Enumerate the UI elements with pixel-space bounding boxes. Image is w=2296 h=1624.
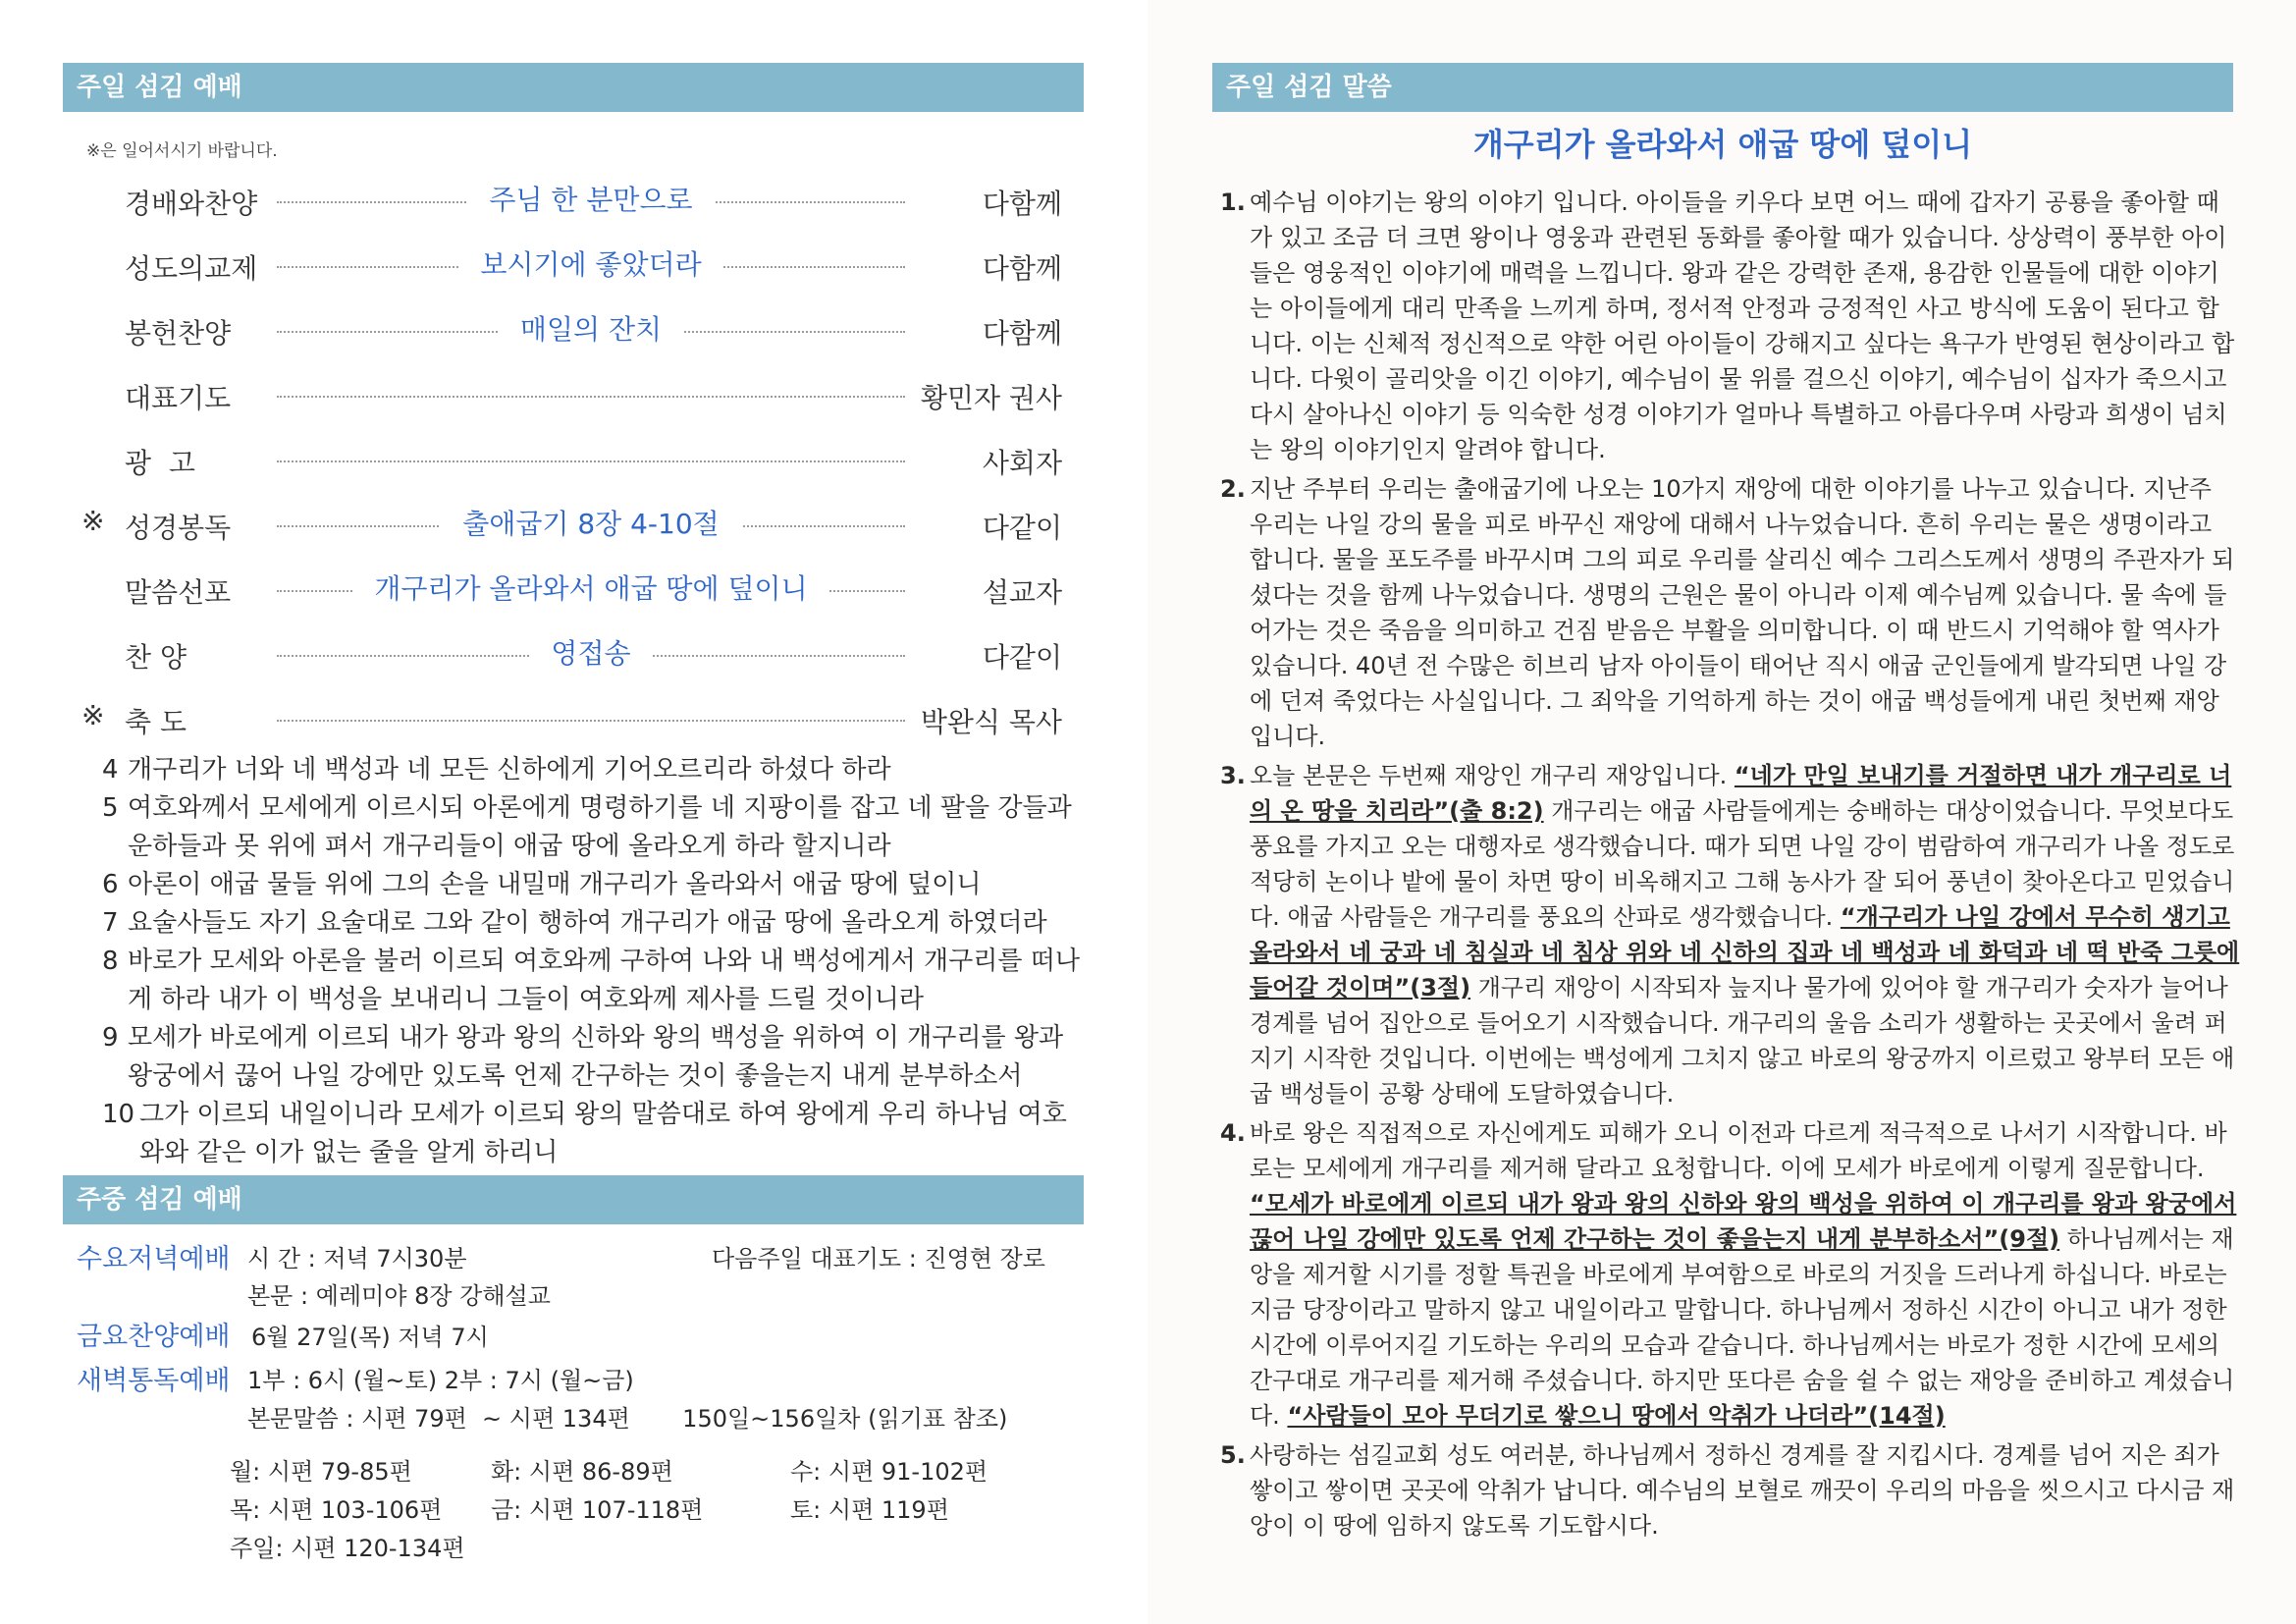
- order-row: [83, 499, 1060, 546]
- order-leader-name: 설교자: [982, 576, 1062, 609]
- paragraph-text: 바로 왕은 직접적으로 자신에게도 피해가 오니 이전과 다르게 적극적으로 나서기 시작합니다. 바로는 모세에게 개구리를 제거해 달라고 요청합니다. 이에 모세가 바로에게 이렇게 질문합니다.: [1250, 1119, 2227, 1182]
- order-label: 봉헌찬양: [125, 317, 232, 350]
- next-prayer-leader: 다음주일 대표기도 : 진영현 장로: [712, 1245, 1045, 1272]
- order-mark: ※: [81, 505, 105, 537]
- scripture-verse: [102, 789, 1084, 866]
- reading-wednesday: 수: 시편 91-102편: [790, 1458, 988, 1486]
- verse-text: 요술사들도 자기 요술대로 그와 같이 행하여 개구리가 애굽 땅에 올라오게 하였더라: [128, 908, 1047, 938]
- verse-number: 8: [102, 947, 119, 976]
- order-title: 출애굽기 8장 4-10절: [441, 508, 740, 540]
- scripture-quote: “사람들이 모아 무더기로 쌓으니 땅에서 악취가 나더라”(14절): [1287, 1402, 1946, 1430]
- dotted-leader: [277, 720, 905, 722]
- verse-number: 4: [102, 755, 119, 785]
- order-label: 축 도: [125, 706, 187, 738]
- reading-tuesday: 화: 시편 86-89편: [491, 1458, 673, 1486]
- verse-text: 개구리가 너와 네 백성과 네 모든 신하에게 기어오르리라 하셨다 하라: [128, 755, 891, 785]
- scripture-verse: [102, 866, 1084, 904]
- dawn-service-text: 본문말씀 : 시편 79편 ~ 시편 134편 150일~156일차 (읽기표 참조): [247, 1405, 1008, 1433]
- order-title: 매일의 잔치: [499, 313, 683, 346]
- sunday-worship-header-text: 주일 섬김 예배: [77, 73, 242, 102]
- order-label: 광 고: [125, 447, 195, 479]
- scripture-quote: “모세가 바로에게 이르되 내가 왕과 왕의 신하와 왕의 백성을 위하여 이 개구리를 왕과 왕궁에서 끊어 나일 강에만 있도록 언제 간구하는 것이 좋을는지 내게 분부하소서”(9절): [1250, 1190, 2237, 1253]
- sermon-paragraph: [1220, 1115, 2241, 1434]
- paragraph-text: 개구리는 애굽 사람들에게는 숭배하는 대상이었습니다. 무엇보다도 풍요를 가지고 오는 대행자로 생각했습니다. 때가 되면 나일 강이 범람하여 개구리가 나올 정도로 적당히 논이나 밭에 물이 차면 땅이 비옥해지고 그해 농사가 잘 되어 풍년이 찾아온다고 믿었습니다. 애굽 사람들은 개구리를 풍요의 산파로 생각했습니다.: [1250, 797, 2235, 931]
- scripture-passage: [102, 751, 1084, 1172]
- order-leader-name: 다함께: [982, 317, 1062, 350]
- sermon-paragraph: [1220, 758, 2241, 1111]
- scripture-verse: [102, 943, 1084, 1019]
- verse-number: 10: [102, 1100, 135, 1129]
- reading-sunday: 주일: 시편 120-134편: [230, 1535, 465, 1562]
- scripture-verse: [102, 1096, 1084, 1172]
- paragraph-number: 3.: [1220, 762, 1246, 789]
- order-row: [83, 240, 1060, 287]
- verse-text: 그가 이르되 내일이니라 모세가 이르되 왕의 말씀대로 하여 왕에게 우리 하나님 여호와와 같은 이가 없는 줄을 알게 하리니: [139, 1100, 1067, 1167]
- sermon-header: [1212, 63, 2233, 112]
- order-title: 개구리가 올라와서 애굽 땅에 덮이니: [352, 572, 828, 605]
- order-label: 성도의교제: [125, 252, 258, 285]
- order-row: [83, 564, 1060, 611]
- verse-number: 9: [102, 1023, 119, 1053]
- paragraph-number: 5.: [1220, 1441, 1246, 1469]
- order-label: 성경봉독: [125, 512, 232, 544]
- order-row: [83, 369, 1060, 416]
- order-leader-name: 다같이: [982, 512, 1062, 544]
- order-row: [83, 175, 1060, 222]
- order-leader-name: 다함께: [982, 188, 1062, 220]
- order-mark: ※: [81, 699, 105, 731]
- reading-friday: 금: 시편 107-118편: [491, 1496, 704, 1524]
- order-label: 대표기도: [125, 382, 232, 414]
- sermon-paragraph: [1220, 471, 2241, 754]
- order-row: [83, 628, 1060, 676]
- reading-monday: 월: 시편 79-85편: [230, 1458, 412, 1486]
- order-leader-name: 황민자 권사: [920, 382, 1062, 414]
- order-row: [83, 304, 1060, 352]
- verse-number: 6: [102, 870, 119, 899]
- paragraph-text: 개구리 재앙이 시작되자 늪지나 물가에 있어야 할 개구리가 숫자가 늘어나 경계를 넘어 집안으로 들어오기 시작했습니다. 개구리의 울음 소리가 생활하는 곳곳에서 울려 퍼지기 시작한 것입니다. 이번에는 백성에게 그치지 않고 바로의 왕궁까지 이르렀고 왕부터 모든 애굽 백성들이 공황 상태에 도달하였습니다.: [1250, 974, 2235, 1108]
- order-leader-name: 사회자: [982, 447, 1062, 479]
- friday-service-label: 금요찬양예배: [77, 1322, 231, 1352]
- order-row: [83, 434, 1060, 481]
- order-title: 영접송: [529, 637, 652, 670]
- paragraph-number: 2.: [1220, 475, 1246, 503]
- scripture-verse: [102, 904, 1084, 943]
- sermon-title: 개구리가 올라와서 애굽 땅에 덮이니: [1472, 126, 1973, 163]
- paragraph-text: 하나님께서는 재앙을 제거할 시기를 정할 특권을 바로에게 부여함으로 바로의 거짓을 드러나게 하십니다. 바로는 지금 당장이라고 말하지 않고 내일이라고 말합니다. 하나님께서 정하신 시간이 아니고 내가 정한 시간에 이루어지길 기도하는 우리의 모습과 같습니다. 하나님께서는 바로가 정한 시간에 모세의 간구대로 개구리를 제거해 주셨습니다. 하지만 또다른 숨을 쉴 수 없는 재앙을 준비하고 계셨습니다.: [1250, 1225, 2235, 1430]
- weekday-worship-header-text: 주중 섬김 예배: [77, 1185, 242, 1215]
- friday-service-time: 6월 27일(목) 저녁 7시: [251, 1324, 489, 1351]
- reading-saturday: 토: 시편 119편: [790, 1496, 949, 1524]
- paragraph-number: 4.: [1220, 1119, 1246, 1147]
- order-row: [83, 693, 1060, 740]
- sermon-header-text: 주일 섬김 말씀: [1226, 73, 1392, 102]
- wednesday-service-time: 시 간 : 저녁 7시30분: [247, 1245, 467, 1272]
- verse-text: 모세가 바로에게 이르되 내가 왕과 왕의 신하와 왕의 백성을 위하여 이 개구리를 왕과 왕궁에서 끊어 나일 강에만 있도록 언제 간구하는 것이 좋을는지 내게 분부하소서: [128, 1023, 1064, 1091]
- scripture-verse: [102, 1019, 1084, 1096]
- dawn-service-time: 1부 : 6시 (월~토) 2부 : 7시 (월~금): [247, 1367, 634, 1394]
- dawn-service-label: 새벽통독예배: [77, 1366, 231, 1396]
- scripture-quote: “네가 만일 보내기를 거절하면 내가 개구리로 너의 온 땅을 치리라”(출 8:2): [1250, 762, 2232, 825]
- paragraph-number: 1.: [1220, 189, 1246, 216]
- sermon-paragraph: [1220, 185, 2241, 467]
- verse-text: 여호와께서 모세에게 이르시되 아론에게 명령하기를 네 지팡이를 잡고 네 팔을 강들과 운하들과 못 위에 펴서 개구리들이 애굽 땅에 올라오게 하라 할지니라: [128, 793, 1072, 861]
- order-label: 찬 양: [125, 641, 187, 674]
- sermon-paragraph: [1220, 1437, 2241, 1543]
- paragraph-text: 지난 주부터 우리는 출애굽기에 나오는 10가지 재앙에 대한 이야기를 나누고 있습니다. 지난주 우리는 나일 강의 물을 피로 바꾸신 재앙에 대해서 나누었습니다. 흔히 우리는 물은 생명이라고 합니다. 물을 포도주를 바꾸시며 그의 피로 우리를 살리신 예수 그리스도께서 생명의 주관자가 되셨다는 것을 함께 나누었습니다. 생명의 근원은 물이 아니라 이제 예수님께 있습니다. 물 속에 들어가는 것은 죽음을 의미하고 건짐 받음은 부활을 의미합니다. 이 때 반드시 기억해야 할 역사가 있습니다. 40년 전 수많은 히브리 남자 아이들이 태어난 직시 애굽 군인들에게 발각되면 나일 강에 던져 죽었다는 사실입니다. 그 죄악을 기억하게 하는 것이 애굽 백성들에게 내린 첫번째 재앙입니다.: [1250, 475, 2235, 750]
- verse-number: 5: [102, 793, 119, 823]
- paragraph-text: 사랑하는 섬길교회 성도 여러분, 하나님께서 정하신 경계를 잘 지킵시다. 경계를 넘어 지은 죄가 쌓이고 쌓이면 곳곳에 악취가 납니다. 예수님의 보혈로 깨끗이 우리의 마음을 씻으시고 다시금 재앙이 이 땅에 임하지 않도록 기도합시다.: [1250, 1441, 2235, 1540]
- standing-note: ※은 일어서시기 바랍니다.: [86, 141, 278, 161]
- weekday-worship-header: [63, 1175, 1084, 1224]
- order-leader-name: 다함께: [982, 252, 1062, 285]
- order-leader-name: 다같이: [982, 641, 1062, 674]
- verse-number: 7: [102, 908, 119, 938]
- order-label: 말씀선포: [125, 576, 232, 609]
- scripture-verse: [102, 751, 1084, 789]
- order-label: 경배와찬양: [125, 188, 258, 220]
- order-title: 보시기에 좋았더라: [458, 248, 722, 281]
- order-leader-name: 박완식 목사: [920, 706, 1062, 738]
- paragraph-text: 예수님 이야기는 왕의 이야기 입니다. 아이들을 키우다 보면 어느 때에 갑자기 공룡을 좋아할 때가 있고 조금 더 크면 왕이나 영웅과 관련된 동화를 좋아할 때가 있습니다. 상상력이 풍부한 아이들은 영웅적인 이야기에 매력을 느낍니다. 왕과 같은 강력한 존재, 용감한 인물들에 대한 이야기는 아이들에게 대리 만족을 느끼게 하며, 정서적 안정과 긍정적인 사고 방식에 도움이 된다고 합니다. 이는 신체적 정신적으로 약한 어린 아이들이 강해지고 싶다는 욕구가 반영된 현상이라고 합니다. 다윗이 골리앗을 이긴 이야기, 예수님이 물 위를 걸으신 이야기, 예수님이 십자가 죽으시고 다시 살아나신 이야기 등 익숙한 성경 이야기가 얼마나 특별하고 아름다우며 사랑과 희생이 넘치는 왕의 이야기인지 알려야 합니다.: [1250, 189, 2235, 463]
- scripture-quote: “개구리가 나일 강에서 무수히 생기고 올라와서 네 궁과 네 침실과 네 침상 위와 네 신하의 집과 네 백성과 네 화덕과 네 떡 반죽 그릇에 들어갈 것이며”(3절): [1250, 903, 2240, 1001]
- wednesday-service-text: 본문 : 예레미야 8장 강해설교: [247, 1282, 551, 1310]
- dotted-leader: [277, 460, 905, 462]
- dotted-leader: [277, 396, 905, 398]
- order-title: 주님 한 분만으로: [467, 184, 714, 216]
- wednesday-service-label: 수요저녁예배: [77, 1244, 231, 1274]
- reading-thursday: 목: 시편 103-106편: [230, 1496, 443, 1524]
- verse-text: 바로가 모세와 아론을 불러 이르되 여호와께 구하여 나와 내 백성에게서 개구리를 떠나게 하라 내가 이 백성을 보내리니 그들이 여호와께 제사를 드릴 것이니라: [128, 947, 1080, 1014]
- sunday-worship-header: [63, 63, 1084, 112]
- sermon-body: [1220, 185, 2241, 1547]
- verse-text: 아론이 애굽 물들 위에 그의 손을 내밀매 개구리가 올라와서 애굽 땅에 덮이니: [128, 870, 982, 899]
- paragraph-text: 오늘 본문은 두번째 재앙인 개구리 재앙입니다.: [1250, 762, 1735, 789]
